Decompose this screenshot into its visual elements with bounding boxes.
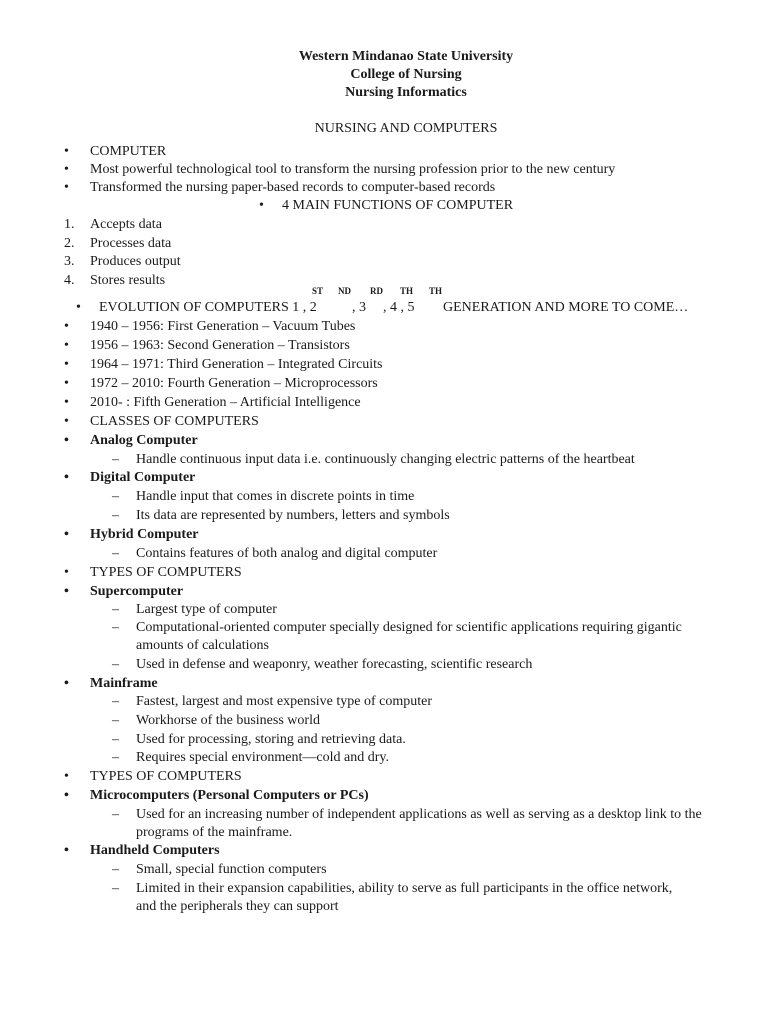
dash-icon: – bbox=[112, 862, 119, 877]
college-name: College of Nursing bbox=[350, 67, 462, 82]
bullet-icon: • bbox=[64, 162, 69, 177]
ordinal-superscript: TH bbox=[400, 286, 414, 296]
list-item: Used for an increasing number of independent applications as well as serving as a desktop link to the programs of the mainframe. bbox=[136, 807, 702, 840]
list-item: Limited in their expansion capabilities, ability to serve as full participants in the office network, and the peripherals they can support bbox=[136, 881, 673, 914]
list-item: Processes data bbox=[90, 236, 172, 251]
list-item: Handle input that comes in discrete points in time bbox=[136, 489, 415, 504]
bullet-icon: • bbox=[64, 319, 69, 334]
dash-icon: – bbox=[112, 657, 119, 672]
bullet-icon: • bbox=[64, 565, 69, 580]
dash-icon: – bbox=[112, 750, 119, 765]
list-item: 1972 – 2010: Fourth Generation – Microprocessors bbox=[90, 376, 378, 391]
dash-icon: – bbox=[112, 694, 119, 709]
list-item: Workhorse of the business world bbox=[136, 713, 320, 728]
bullet-icon: • bbox=[64, 376, 69, 391]
bullet-icon: • bbox=[64, 180, 69, 195]
bullet-icon: • bbox=[64, 843, 69, 858]
university-name: Western Mindanao State University bbox=[298, 49, 514, 64]
dash-icon: – bbox=[112, 508, 119, 523]
section-heading: TYPES OF COMPUTERS bbox=[90, 769, 242, 784]
bullet-icon: • bbox=[76, 300, 81, 315]
bullet-icon: • bbox=[64, 788, 69, 803]
dash-icon: – bbox=[112, 452, 119, 467]
list-item: Produces output bbox=[90, 254, 181, 269]
list-item: 2010- : Fifth Generation – Artificial Intelligence bbox=[90, 395, 361, 410]
dash-icon: – bbox=[112, 807, 119, 822]
list-number: 3. bbox=[64, 254, 75, 269]
list-item: 1956 – 1963: Second Generation – Transistors bbox=[90, 338, 350, 353]
bullet-icon: • bbox=[64, 414, 69, 429]
subsection-title: Digital Computer bbox=[90, 470, 196, 485]
bullet-icon: • bbox=[64, 357, 69, 372]
list-item: Accepts data bbox=[90, 217, 162, 232]
list-item: 1940 – 1956: First Generation – Vacuum Tubes bbox=[90, 319, 356, 334]
heading-part: , 3 bbox=[352, 300, 366, 315]
bullet-icon: • bbox=[64, 338, 69, 353]
bullet-icon: • bbox=[64, 395, 69, 410]
list-item: Small, special function computers bbox=[136, 862, 327, 877]
section-heading: 4 MAIN FUNCTIONS OF COMPUTER bbox=[282, 198, 514, 213]
ordinal-superscript: TH bbox=[429, 286, 443, 296]
list-item: Contains features of both analog and digital computer bbox=[136, 546, 438, 561]
list-item: Most powerful technological tool to transform the nursing profession prior to the new century bbox=[90, 162, 616, 177]
subsection-title: Hybrid Computer bbox=[90, 527, 199, 542]
list-number: 1. bbox=[64, 217, 75, 232]
list-item: Requires special environment—cold and dry. bbox=[136, 750, 389, 765]
list-number: 4. bbox=[64, 273, 75, 288]
document-title: NURSING AND COMPUTERS bbox=[314, 121, 498, 136]
list-item: Fastest, largest and most expensive type of computer bbox=[136, 694, 433, 709]
list-item: Its data are represented by numbers, letters and symbols bbox=[136, 508, 450, 523]
section-heading: COMPUTER bbox=[90, 144, 167, 159]
dash-icon: – bbox=[112, 713, 119, 728]
bullet-icon: • bbox=[64, 433, 69, 448]
subsection-title: Mainframe bbox=[90, 676, 158, 691]
section-heading: TYPES OF COMPUTERS bbox=[90, 565, 242, 580]
list-item: Stores results bbox=[90, 273, 166, 288]
list-item: Used for processing, storing and retrieving data. bbox=[136, 732, 406, 747]
dash-icon: – bbox=[112, 620, 119, 635]
list-number: 2. bbox=[64, 236, 75, 251]
subsection-title: Microcomputers (Personal Computers or PCs) bbox=[90, 788, 369, 803]
heading-part: , 4 , 5 bbox=[383, 300, 415, 315]
dash-icon: – bbox=[112, 732, 119, 747]
dash-icon: – bbox=[112, 546, 119, 561]
heading-part: GENERATION AND MORE TO COME… bbox=[443, 300, 689, 315]
list-item: Largest type of computer bbox=[136, 602, 277, 617]
section-heading: CLASSES OF COMPUTERS bbox=[90, 414, 259, 429]
list-item: Transformed the nursing paper-based records to computer-based records bbox=[90, 180, 496, 195]
list-item: Computational-oriented computer specially designed for scientific applications requiring gigantic amounts of calculations bbox=[136, 620, 682, 653]
list-item: Used in defense and weaponry, weather forecasting, scientific research bbox=[136, 657, 533, 672]
ordinal-superscript: ST bbox=[312, 286, 324, 296]
bullet-icon: • bbox=[64, 470, 69, 485]
dash-icon: – bbox=[112, 602, 119, 617]
bullet-icon: • bbox=[64, 584, 69, 599]
bullet-icon: • bbox=[64, 676, 69, 691]
bullet-icon: • bbox=[64, 769, 69, 784]
ordinal-superscript: RD bbox=[370, 286, 383, 296]
subsection-title: Analog Computer bbox=[90, 433, 198, 448]
course-name: Nursing Informatics bbox=[345, 85, 467, 100]
dash-icon: – bbox=[112, 489, 119, 504]
dash-icon: – bbox=[112, 881, 119, 896]
section-heading: EVOLUTION OF COMPUTERS 1 , 2 bbox=[99, 300, 317, 315]
ordinal-superscript: ND bbox=[338, 286, 351, 296]
bullet-icon: • bbox=[64, 527, 69, 542]
list-item: 1964 – 1971: Third Generation – Integrated Circuits bbox=[90, 357, 383, 372]
subsection-title: Supercomputer bbox=[90, 584, 184, 599]
bullet-icon: • bbox=[259, 198, 264, 213]
bullet-icon: • bbox=[64, 144, 69, 159]
subsection-title: Handheld Computers bbox=[90, 843, 220, 858]
list-item: Handle continuous input data i.e. continuously changing electric patterns of the heartbeat bbox=[136, 452, 635, 467]
